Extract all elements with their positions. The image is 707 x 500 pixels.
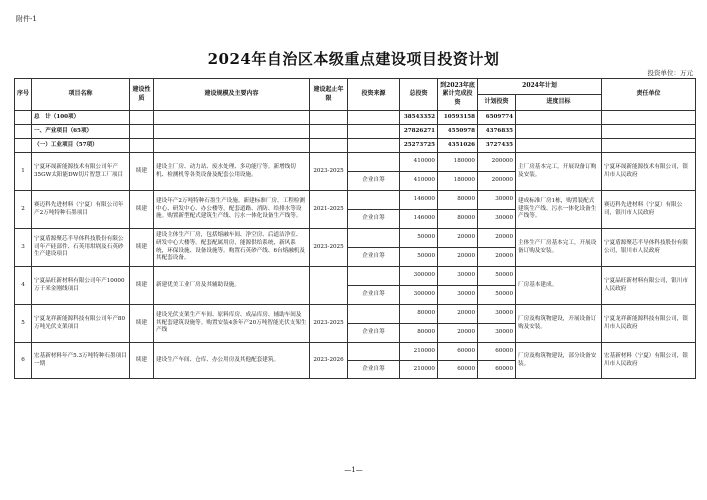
summary-industry-done: 4550978 xyxy=(438,125,478,139)
project-source xyxy=(348,153,400,172)
project-done: 60000 xyxy=(438,343,478,361)
project-plan: 50000 xyxy=(478,267,516,286)
project-unit: 宁夏环晟新能源技术有限公司，银川市人民政府 xyxy=(602,153,696,191)
project-plan: 30000 xyxy=(478,191,516,210)
project-total: 210000 xyxy=(400,343,438,361)
summary-total-label: 总 计（100项） xyxy=(32,111,130,125)
project-period: 2023-2025 xyxy=(310,153,348,191)
project-total: 50000 xyxy=(400,248,438,267)
project-nature: 续建 xyxy=(130,153,154,191)
project-name: 宁夏环晟新能源技术有限公司年产35GW太阳能DW切片智慧工厂项目 xyxy=(32,153,130,191)
project-total: 80000 xyxy=(400,324,438,343)
project-seq: 3 xyxy=(15,229,32,267)
project-total: 300000 xyxy=(400,267,438,286)
project-nature: 续建 xyxy=(130,305,154,343)
project-content: 新建优美工业厂房及其辅助设施。 xyxy=(154,267,310,305)
project-plan: 200000 xyxy=(478,153,516,172)
summary-total-plan: 6509774 xyxy=(478,111,516,125)
attachment-label: 附件-1 xyxy=(16,15,37,23)
project-period: 2023-2025 xyxy=(310,229,348,267)
project-plan: 20000 xyxy=(478,248,516,267)
project-source: 企业自筹 xyxy=(348,210,400,229)
project-done: 30000 xyxy=(438,286,478,305)
project-progress: 建成标准厂房1栋，购置装配式建筑生产线、污水一体化设备生产线等。 xyxy=(516,191,602,229)
project-content: 建设生产车间、仓库、办公用房及其他配套建筑。 xyxy=(154,343,310,379)
project-done: 80000 xyxy=(438,210,478,229)
header-content: 建设规模及主要内容 xyxy=(154,79,310,111)
header-source: 投资来源 xyxy=(348,79,400,111)
project-plan: 20000 xyxy=(478,229,516,248)
investment-unit: 投资单位：万元 xyxy=(647,69,693,77)
project-done: 180000 xyxy=(438,153,478,172)
project-content: 建设主体生产厂房，包括熔融车间、净空房、后道洁净室、研发中心大楼等。配套配属用房，能源供给系统，新风系统，环保设施、设备设施等。购置石英砂产线、6台熔融机及其配套设备。 xyxy=(154,229,310,267)
project-plan: 30000 xyxy=(478,210,516,229)
project-source xyxy=(348,229,400,248)
project-source: 企业自筹 xyxy=(348,286,400,305)
project-plan: 30000 xyxy=(478,305,516,324)
project-name: 宏基新材料年产5.3万吨特种石墨项目一期 xyxy=(32,343,130,379)
project-unit: 宁夏龙祥新能源科技有限公司，银川市人民政府 xyxy=(602,305,696,343)
project-total: 80000 xyxy=(400,305,438,324)
project-done: 20000 xyxy=(438,248,478,267)
table-row xyxy=(15,343,696,361)
project-progress: 厂房及构筑物建设，部分设备安装。 xyxy=(516,343,602,379)
project-plan: 60000 xyxy=(478,343,516,361)
project-seq: 1 xyxy=(15,153,32,191)
project-period: 2021-2025 xyxy=(310,191,348,229)
project-done: 20000 xyxy=(438,324,478,343)
project-unit: 赛迈科先进材料（宁夏）有限公司，银川市人民政府 xyxy=(602,191,696,229)
summary-industry-label: 一、产业项目（65项） xyxy=(32,125,130,139)
project-name: 宁夏龙祥新能源科技有限公司年产80万吨光伏支架项目 xyxy=(32,305,130,343)
project-plan: 30000 xyxy=(478,324,516,343)
summary-industrial-label: （一）工业项目（57项） xyxy=(32,139,130,153)
project-source: 企业自筹 xyxy=(348,361,400,379)
project-name: 赛迈科先进材料（宁夏）有限公司年产2万吨特种石墨项目 xyxy=(32,191,130,229)
project-source: 企业自筹 xyxy=(348,324,400,343)
project-seq: 2 xyxy=(15,191,32,229)
header-nature: 建设性质 xyxy=(130,79,154,111)
header-completed: 到2023年底累计完成投资 xyxy=(438,79,478,111)
project-seq: 4 xyxy=(15,267,32,305)
project-seq: 6 xyxy=(15,343,32,379)
project-plan: 50000 xyxy=(478,286,516,305)
project-period xyxy=(310,267,348,305)
project-total: 410000 xyxy=(400,172,438,191)
project-progress: 厂房及构筑物建设，开展设备订购及安装。 xyxy=(516,305,602,343)
project-done: 80000 xyxy=(438,191,478,210)
summary-industry-row xyxy=(15,125,696,139)
header-total: 总投资 xyxy=(400,79,438,111)
project-done: 180000 xyxy=(438,172,478,191)
project-period: 2023-2025 xyxy=(310,305,348,343)
table-row xyxy=(15,191,696,210)
project-content: 建设主厂房、动力站、废水处理、多功能厅等。新增线切机、检测机等各类设备及配套公用设施。 xyxy=(154,153,310,191)
project-done: 60000 xyxy=(438,361,478,379)
project-period: 2023-2026 xyxy=(310,343,348,379)
header-plan-group: 2024年计划 xyxy=(478,79,602,95)
project-unit: 宁夏盾源聚芯半导体科技股份有限公司，银川市人民政府 xyxy=(602,229,696,267)
header-progress: 进度目标 xyxy=(516,95,602,111)
project-unit: 宁夏晶旺新材料有限公司，银川市人民政府 xyxy=(602,267,696,305)
project-nature: 续建 xyxy=(130,229,154,267)
project-seq: 5 xyxy=(15,305,32,343)
table-row xyxy=(15,305,696,324)
project-progress: 主厂房基本完工，开展设备订购及安装。 xyxy=(516,153,602,191)
project-source: 企业自筹 xyxy=(348,248,400,267)
summary-industry-invest: 27826271 xyxy=(400,125,438,139)
summary-industrial-done: 4351026 xyxy=(438,139,478,153)
project-plan: 60000 xyxy=(478,361,516,379)
page-number: —1— xyxy=(344,466,363,474)
table-row xyxy=(15,153,696,172)
summary-industrial-plan: 3727435 xyxy=(478,139,516,153)
project-done: 20000 xyxy=(438,305,478,324)
project-content: 建设年产2万吨特种石墨生产设施。新建标准厂房、工程检测中心、研发中心、办公楼等，配套道路、消防、给排水等设施。购置新型配式建筑生产线、污水一体化设备生产线等。 xyxy=(154,191,310,229)
project-source xyxy=(348,191,400,210)
project-nature: 续建 xyxy=(130,191,154,229)
header-unit: 责任单位 xyxy=(602,79,696,111)
project-done: 20000 xyxy=(438,229,478,248)
project-content: 建设光伏支架生产车间、原料库房、成品库房、辅助车间及其配套建筑设施等。购置安装4条年产20万吨智能光伏支架生产线 xyxy=(154,305,310,343)
summary-total-row xyxy=(15,111,696,125)
project-total: 410000 xyxy=(400,153,438,172)
project-plan: 200000 xyxy=(478,172,516,191)
project-progress: 厂房基本建成。 xyxy=(516,267,602,305)
project-name: 宁夏盾源聚芯半导体科技股份有限公司年产硅部件、石英用坩埚及石英砂生产建设项目 xyxy=(32,229,130,267)
header-name: 项目名称 xyxy=(32,79,130,111)
summary-total-done: 10593158 xyxy=(438,111,478,125)
project-unit: 宏基新材料（宁夏）有限公司，银川市人民政府 xyxy=(602,343,696,379)
summary-industry-plan: 4376835 xyxy=(478,125,516,139)
project-done: 30000 xyxy=(438,267,478,286)
project-source xyxy=(348,343,400,361)
project-total: 300000 xyxy=(400,286,438,305)
project-total: 50000 xyxy=(400,229,438,248)
header-period: 建设起止年限 xyxy=(310,79,348,111)
project-nature: 续建 xyxy=(130,267,154,305)
project-total: 210000 xyxy=(400,361,438,379)
project-total: 146000 xyxy=(400,210,438,229)
project-source xyxy=(348,305,400,324)
summary-industrial-invest: 25273725 xyxy=(400,139,438,153)
summary-total-invest: 38543352 xyxy=(400,111,438,125)
project-source xyxy=(348,267,400,286)
table-row xyxy=(15,267,696,286)
project-total: 146000 xyxy=(400,191,438,210)
project-progress: 主体生产厂房基本完工，开展设备订购及安装。 xyxy=(516,229,602,267)
table-header xyxy=(15,79,696,111)
table-row xyxy=(15,229,696,248)
project-name: 宁夏晶旺新材料有限公司年产10000万千米金刚线项目 xyxy=(32,267,130,305)
summary-industrial-row xyxy=(15,139,696,153)
page-title: 2024年自治区本级重点建设项目投资计划 xyxy=(207,50,500,68)
header-seq: 序号 xyxy=(15,79,32,111)
project-nature: 续建 xyxy=(130,343,154,379)
project-source: 企业自筹 xyxy=(348,172,400,191)
investment-plan-table xyxy=(14,78,696,379)
header-plan-invest: 计划投资 xyxy=(478,95,516,111)
